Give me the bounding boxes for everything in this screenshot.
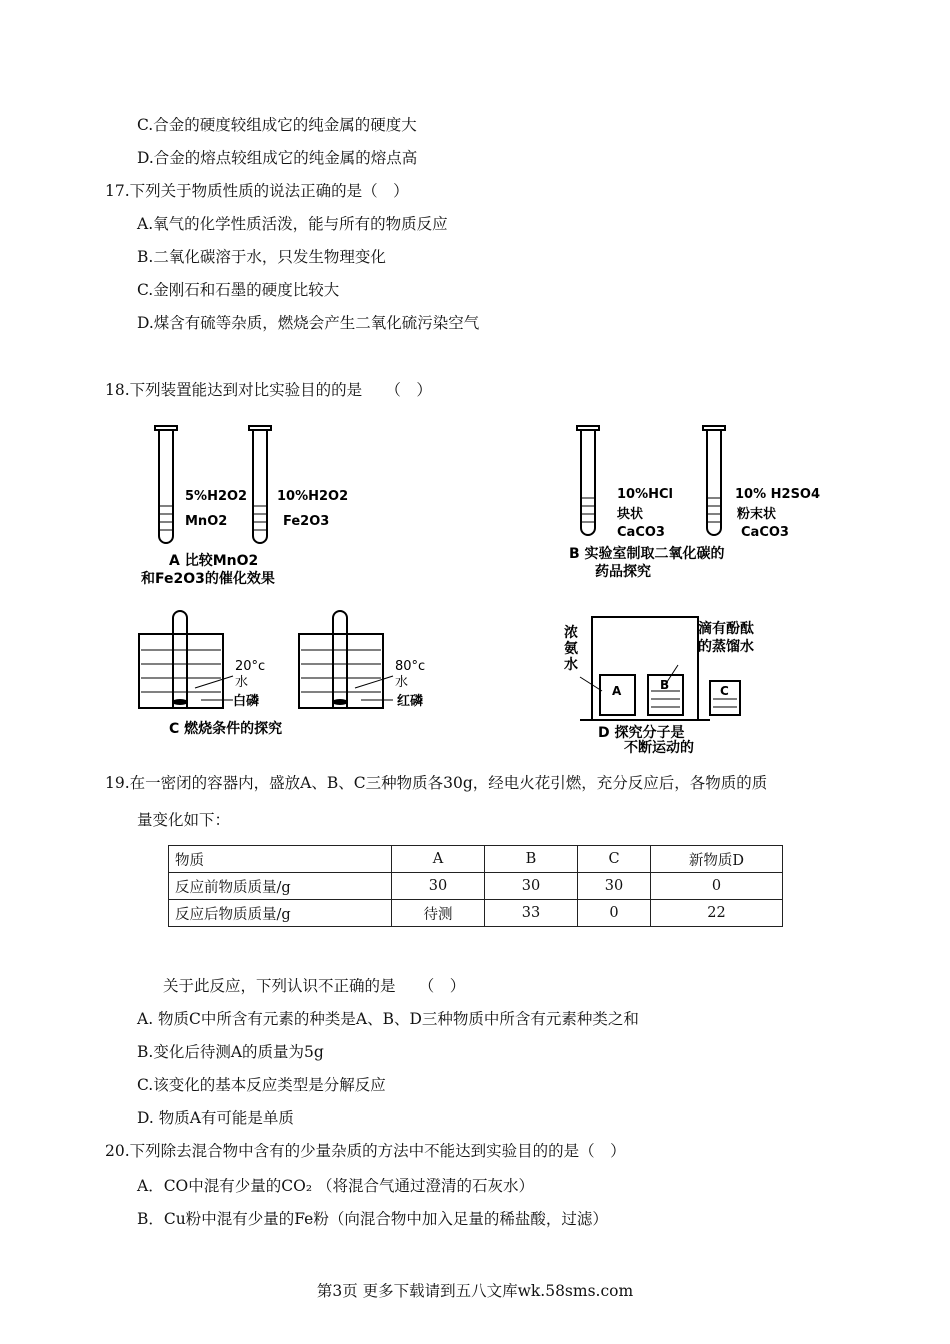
fig-d-caption2: 不断运动的 <box>624 740 694 755</box>
q19-option-b: B.变化后待测A的质量为5g <box>137 1043 324 1061</box>
fig-c-temp2: 80°c <box>395 659 426 674</box>
fig-a-tube2-solid: Fe2O3 <box>283 514 330 529</box>
fig-b-tube1-solid2: CaCO3 <box>617 525 665 540</box>
table-cell: 待测 <box>392 900 485 927</box>
fig-a-tube1-solid: MnO2 <box>185 514 228 529</box>
figure-a-catalyst <box>135 418 365 593</box>
fig-a-caption2: 和Fe2O3的催化效果 <box>141 571 275 587</box>
table-header-cell: 新物质D <box>651 846 783 873</box>
page-footer: 第3页 更多下载请到五八文库wk.58sms.com <box>316 1282 634 1300</box>
fig-d-beaker-a: A <box>612 684 622 698</box>
fig-d-caption1: D 探究分子是 <box>598 725 685 741</box>
table-header-row <box>169 846 783 873</box>
table-header-cell: A <box>392 846 485 873</box>
fig-b-caption1: B 实验室制取二氧化碳的 <box>569 546 725 562</box>
table-cell: 反应前物质质量/g <box>169 873 392 900</box>
fig-c-water2: 水 <box>395 675 409 690</box>
q20-option-a: A．CO中混有少量的CO₂ （将混合气通过澄清的石灰水） <box>137 1177 534 1195</box>
q19-stem-line1: 19.在一密闭的容器内，盛放A、B、C三种物质各30g，经电火花引燃，充分反应后，各物质的质 <box>105 774 768 792</box>
q20-stem: 20.下列除去混合物中含有的少量杂质的方法中不能达到实验目的的是（ ） <box>105 1142 626 1160</box>
q19-option-d: D. 物质A有可能是单质 <box>137 1109 294 1127</box>
fig-d-beaker-c: C <box>720 684 729 698</box>
fig-c-solid2: 红磷 <box>397 694 424 709</box>
fig-d-phenol2: 的蒸馏水 <box>698 639 754 655</box>
table-cell: 0 <box>578 900 651 927</box>
q18-stem: 18.下列装置能达到对比实验目的的是 （ ） <box>105 381 432 399</box>
q20-option-b: B．Cu粉中混有少量的Fe粉（向混合物中加入足量的稀盐酸，过滤） <box>137 1210 608 1228</box>
fig-d-ammonia3: 水 <box>564 657 578 673</box>
table-header-cell: B <box>485 846 578 873</box>
figure-d-molecules <box>560 605 790 755</box>
fig-b-tube1-solid1: 块状 <box>617 507 644 522</box>
table-row <box>169 873 783 900</box>
q17-stem: 17.下列关于物质性质的说法正确的是（ ） <box>105 182 409 200</box>
table-cell: 30 <box>485 873 578 900</box>
q17-option-c: C.金刚石和石墨的硬度比较大 <box>137 281 340 299</box>
fig-d-beaker-b: B <box>660 678 670 692</box>
fig-c-water1: 水 <box>235 675 249 690</box>
q19-question: 关于此反应，下列认识不正确的是 （ ） <box>163 977 466 995</box>
fig-a-tube1-label: 5%H2O2 <box>185 489 248 504</box>
fig-b-tube2-solid1: 粉末状 <box>737 507 777 522</box>
q19-stem-line2: 量变化如下： <box>137 811 231 829</box>
table-cell: 33 <box>485 900 578 927</box>
q17-option-d: D.煤含有硫等杂质，燃烧会产生二氧化硫污染空气 <box>137 314 480 332</box>
fig-c-solid1: 白磷 <box>233 694 260 709</box>
table-cell: 反应后物质质量/g <box>169 900 392 927</box>
table-cell: 22 <box>651 900 783 927</box>
table-header-cell: C <box>578 846 651 873</box>
q19-mass-table <box>168 845 783 927</box>
fig-b-caption2: 药品探究 <box>595 564 651 580</box>
table-cell: 30 <box>392 873 485 900</box>
table-row <box>169 900 783 927</box>
q17-option-b: B.二氧化碳溶于水，只发生物理变化 <box>137 248 386 266</box>
fig-a-caption1: A 比较MnO2 <box>169 553 259 569</box>
q17-option-a: A.氧气的化学性质活泼，能与所有的物质反应 <box>137 215 448 233</box>
fig-d-phenol1: 滴有酚酞 <box>698 621 754 637</box>
q16-option-c: C.合金的硬度较组成它的纯金属的硬度大 <box>137 116 417 134</box>
fig-b-tube1-label: 10%HCl <box>617 487 673 502</box>
fig-b-tube2-solid2: CaCO3 <box>741 525 789 540</box>
fig-d-ammonia1: 浓 <box>564 625 578 641</box>
figure-b-co2 <box>555 418 845 588</box>
q19-option-a: A. 物质C中所含有元素的种类是A、B、D三种物质中所含有元素种类之和 <box>137 1010 639 1028</box>
fig-c-temp1: 20°c <box>235 659 266 674</box>
fig-a-tube2-label: 10%H2O2 <box>277 489 349 504</box>
fig-c-caption: C 燃烧条件的探究 <box>169 721 283 737</box>
figure-c-combustion <box>135 608 445 743</box>
fig-b-tube2-label: 10% H2SO4 <box>735 487 821 502</box>
table-cell: 30 <box>578 873 651 900</box>
table-cell: 0 <box>651 873 783 900</box>
q19-option-c: C.该变化的基本反应类型是分解反应 <box>137 1076 386 1094</box>
fig-d-ammonia2: 氨 <box>564 641 578 657</box>
table-header-cell: 物质 <box>169 846 392 873</box>
q16-option-d: D.合金的熔点较组成它的纯金属的熔点高 <box>137 149 418 167</box>
